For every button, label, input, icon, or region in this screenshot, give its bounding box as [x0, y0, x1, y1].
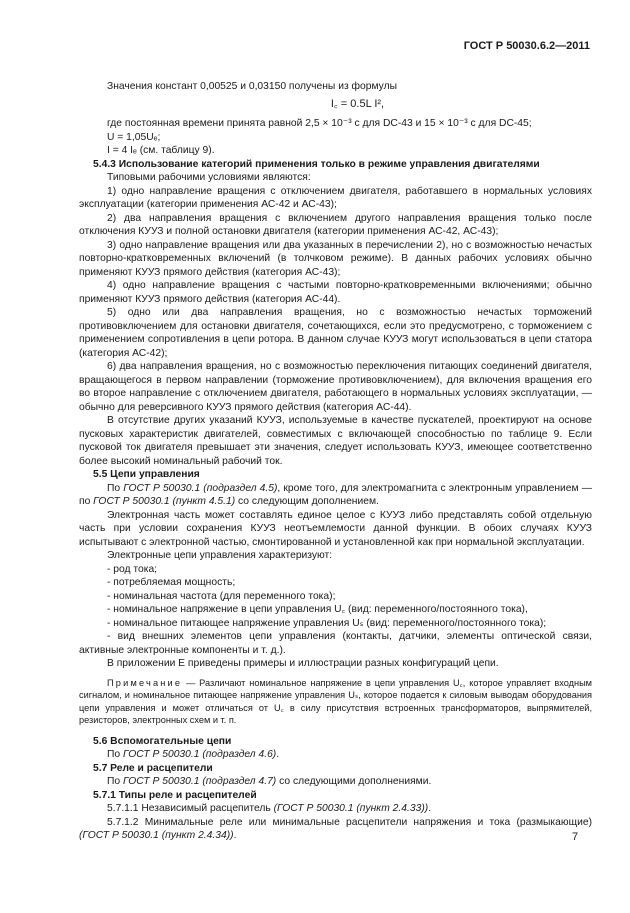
list-item: 4) одно направление вращения с частыми повторно-кратковременными включениями; обычно применяют КУУЗ прямого действия (категория АС-44).: [79, 280, 592, 305]
standard-reference: ГОСТ Р 50030.1 (подраздел 4.5): [123, 482, 278, 494]
list-item: 6) два направления вращения, но с возможностью переключения питающих соединений двигателя, вращающегося в первом направлении (торможение противовключением), для включения вращения его во второе направление с отключением двигателя, работающего в нормальных условиях эксплуатации, — обычно для реверсивного КУУЗ прямого действия (категория АС-44).: [79, 361, 592, 413]
document-header: ГОСТ Р 50030.6.2—2011: [463, 40, 590, 52]
section-5-6-text: [79, 748, 592, 762]
spacer: [79, 727, 592, 735]
text-span: со следующим дополнением.: [235, 496, 379, 507]
section-5-6-title: 5.6 Вспомогательные цепи: [93, 735, 232, 747]
list-item: - номинальная частота (для переменного тока);: [107, 590, 336, 602]
section-5-5-paragraph-1: [79, 482, 592, 509]
list-item: - потребляемая мощность;: [107, 577, 236, 588]
text-span: 5.7.1.2 Минимальные реле или минимальные расцепители напряжения и тока (размыкающие): [107, 816, 592, 828]
list-item: 2) два направления вращения с включением другого направления вращения только после отключения КУУЗ и полной остановки двигателя (категории применения АС-42, АС-43);: [79, 212, 592, 237]
where-line-3: I = 4 Iₑ (см. таблицу 9).: [107, 145, 215, 156]
text-span: .: [428, 803, 432, 814]
text-span: По: [107, 749, 123, 760]
note-label: Примечание: [107, 677, 183, 688]
list-item: 3) одно направление вращения или два указанных в перечислении 2), но с возможностью нечастых повторно-кратковременных включений (в толчковом режиме). В данных рабочих условиях обычно применяют КУУЗ прямого действия (категория АС-43);: [79, 239, 592, 278]
list-item: - номинальное напряжение в цепи управления U꜀ (вид: переменного/постоянного тока),: [107, 604, 528, 615]
section-5-4-3-paragraph: В отсутствие других указаний КУУЗ, используемые в качестве пускателей, проектируют на основе пусковых характеристик двигателей, совместимых с включающей способностью по таблице 9. Если пусковой ток двигателя превышает эти значения, следует использовать КУУЗ, имеющее соответственно более высокий номинальный рабочий ток.: [79, 415, 592, 467]
formula: I꜀ = 0.5L I²,: [330, 97, 385, 110]
where-line-2: U = 1,05Uₑ;: [107, 131, 161, 143]
list-item: 5) одно или два направления вращения, но с возможностью нечастых торможений противовключением для остановки двигателя, сочетающихся, если это предусмотрено, с торможением с применением сопротивления в цепи ротора. В данном случае КУУЗ могут использоваться в цепи статора (категория АС-42);: [79, 307, 592, 359]
note: [79, 677, 592, 727]
where-line-1: где постоянная времени принята равной 2,5 × 10⁻³ с для DC-43 и 15 × 10⁻³ с для DC-45;: [107, 118, 532, 129]
text-span: 5.7.1.1 Независимый расцепитель: [107, 803, 274, 814]
section-5-7-1-1-text: [79, 802, 592, 816]
note-text: — Различают номинальное напряжение в цепи управления U꜀, которое управляет входным сигналом, и номинальное питающее напряжение управления Uₛ, которое подается к силовым выводам оборудования цепи управления и может отличаться от U꜀ в силу присутствия встроенных трансформаторов, выпрямителей, резисторов, электронных схем и т. п.: [79, 677, 592, 725]
section-5-7-1-title: 5.7.1 Типы реле и расцепителей: [93, 789, 257, 801]
section-5-5-paragraph-3: Электронные цепи управления характеризуют:: [107, 550, 333, 561]
text-span: По: [107, 482, 124, 494]
list-item: - номинальное питающее напряжение управления Uₛ (вид: переменного/постоянного тока);: [107, 617, 547, 629]
text-span: , кроме того, для электромагнита с электронным управлением — по: [79, 482, 592, 507]
section-5-5-paragraph-2: Электронная часть может составлять единое целое с КУУЗ либо представлять собой отдельную часть при условии сохранения КУУЗ неотъемлемости данной функции. В обоих случаях КУУЗ испытывают с электронной частью, смонтированной и установленной как при нормальной эксплуатации.: [79, 509, 592, 548]
section-5-7-title: 5.7 Реле и расцепители: [93, 762, 213, 774]
section-5-5-title: 5.5 Цепи управления: [93, 469, 200, 480]
page-content: [79, 80, 592, 843]
standard-reference: ГОСТ Р 50030.1 (пункт 4.5.1): [93, 496, 236, 507]
section-5-4-3-intro: Типовыми рабочими условиями являются:: [107, 172, 311, 183]
text-span: .: [276, 749, 280, 760]
list-item: 1) одно направление вращения с отключением двигателя, работавшего в нормальных условиях эксплуатации (категории применения АС-42 и АС-43);: [79, 185, 592, 210]
standard-reference: (ГОСТ Р 50030.1 (пункт 2.4.33)): [273, 803, 429, 814]
text-span: .: [233, 830, 237, 841]
list-item: - род тока;: [107, 563, 158, 575]
section-5-4-3-title: 5.4.3 Использование категорий применения только в режиме управления двигателями: [93, 158, 540, 170]
section-5-5-paragraph-4: В приложении Е приведены примеры и иллюстрации разных конфигураций цепи.: [107, 658, 499, 669]
standard-reference: ГОСТ Р 50030.1 (подраздел 4.7): [123, 776, 277, 787]
intro-text: Значения констант 0,00525 и 0,03150 получены из формулы: [107, 81, 397, 92]
standard-reference: (ГОСТ Р 50030.1 (пункт 2.4.34)): [79, 830, 234, 841]
section-5-7-1-2-text: [79, 816, 592, 843]
list-item: - вид внешних элементов цепи управления (контакты, датчики, элементы оптической связи, активные электронные компоненты и т. д.).: [79, 631, 592, 656]
section-5-7-text: [79, 775, 592, 789]
page-number: 7: [572, 831, 579, 843]
text-span: со следующими дополнениями.: [276, 776, 432, 787]
standard-reference: ГОСТ Р 50030.1 (подраздел 4.6): [123, 749, 277, 760]
text-span: По: [107, 776, 123, 787]
